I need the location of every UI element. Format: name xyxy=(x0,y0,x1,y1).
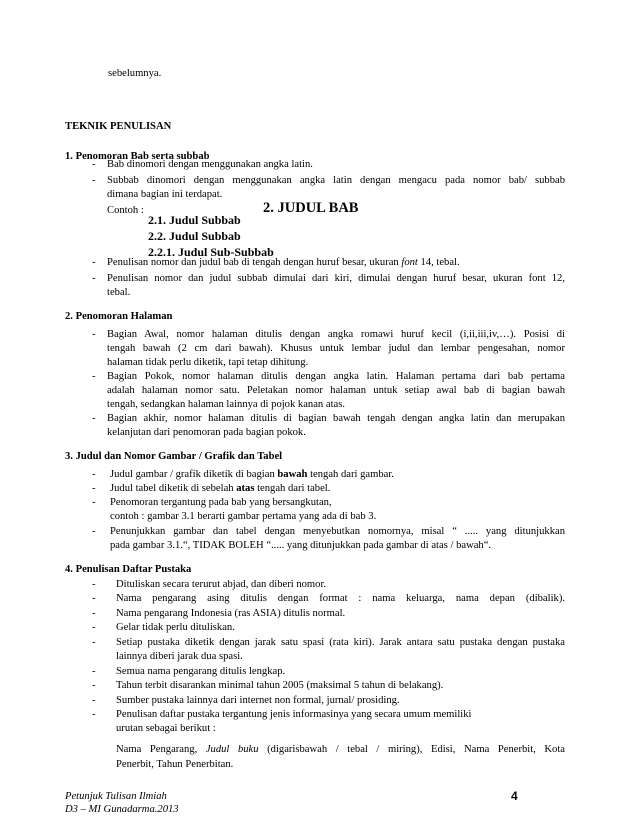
bullet-dash: - xyxy=(92,469,96,480)
s3-bullet-2: Judul tabel diketik di sebelah atas tengah dari tabel. xyxy=(110,483,331,494)
s2-bullet-3-line-2: kelanjutan dari penomoran pada bagian pokok. xyxy=(107,427,306,438)
bullet-dash: - xyxy=(92,257,96,268)
example-subchapter-1: 2.1. Judul Subbab xyxy=(148,213,241,227)
s3-bullet-3-line-2: contoh : gambar 3.1 berarti gambar pertama yang ada di bab 3. xyxy=(110,511,377,522)
s2-bullet-2-line-3: tengah, sedangkan halaman lainnya di pojok kanan atas. xyxy=(107,399,345,410)
s2-bullet-3-line-1: Bagian akhir, nomor halaman ditulis di bagian bawah tengah dengan angka latin dan merupakan xyxy=(107,413,565,424)
bullet-dash: - xyxy=(92,175,96,186)
s4-item-5-line-1: Setiap pustaka diketik dengan jarak satu spasi (rata kiri). Jarak antara satu pustaka dengan pustaka xyxy=(116,637,565,648)
bullet-dash: - xyxy=(92,526,96,537)
section-4-title: 4. Penulisan Daftar Pustaka xyxy=(65,564,192,575)
bullet-dash: - xyxy=(92,608,96,619)
bullet-dash: - xyxy=(92,273,96,284)
s1-bullet-4-line-1: Penulisan nomor dan judul subbab dimulai dari kiri, dimulai dengan huruf besar, ukuran font 12, xyxy=(107,273,565,284)
s3-bullet-3-line-1: Penomoran tergantung pada bab yang bersangkutan, xyxy=(110,497,332,508)
s2-bullet-1-line-2: tengah bawah (2 cm dari bawah). Khusus untuk lembar judul dan lembar pengesahan, nomor xyxy=(107,343,565,354)
s2-bullet-2-line-1: Bagian Pokok, nomor halaman ditulis dengan angka latin. Halaman pertama dari bab pertama xyxy=(107,371,565,382)
bullet-dash: - xyxy=(92,159,96,170)
s4-item-9-line-2: urutan sebagai berikut : xyxy=(116,723,216,734)
s1-bullet-3: Penulisan nomor dan judul bab di tengah dengan huruf besar, ukuran font 14, tebal. xyxy=(107,257,460,268)
example-label: Contoh : xyxy=(107,205,144,216)
reference-format-line-2: Penerbit, Tahun Penerbitan. xyxy=(116,759,234,770)
s4-item-3: Nama pengarang Indonesia (ras ASIA) ditulis normal. xyxy=(116,608,346,619)
bullet-dash: - xyxy=(92,497,96,508)
section-3-title: 3. Judul dan Nomor Gambar / Grafik dan Tabel xyxy=(65,451,283,462)
example-chapter-title: 2. JUDUL BAB xyxy=(263,200,359,216)
s4-item-1: Dituliskan secara terurut abjad, dan diberi nomor. xyxy=(116,579,327,590)
continued-text: sebelumnya. xyxy=(108,68,162,79)
s4-item-8: Sumber pustaka lainnya dari internet non formal, jurnal/ prosiding. xyxy=(116,695,400,706)
s4-item-4: Gelar tidak perlu dituliskan. xyxy=(116,622,235,633)
section-2-title: 2. Penomoran Halaman xyxy=(65,311,173,322)
footer-title: Petunjuk Tulisan Ilmiah xyxy=(65,791,167,802)
section-1-title: 1. Penomoran Bab serta subbab xyxy=(65,151,210,162)
bullet-dash: - xyxy=(92,483,96,494)
s1-bullet-4-line-2: tebal. xyxy=(107,287,131,298)
s3-bullet-4-line-1: Penunjukkan gambar dan tabel dengan menyebutkan nomornya, misal “ ..... yang ditunjukkan xyxy=(110,526,565,537)
bullet-dash: - xyxy=(92,637,96,648)
s4-item-9-line-1: Penulisan daftar pustaka tergantung jenis informasinya yang secara umum memiliki xyxy=(116,709,472,720)
s1-bullet-1: Bab dinomori dengan menggunakan angka latin. xyxy=(107,159,313,170)
bullet-dash: - xyxy=(92,413,96,424)
s3-bullet-1: Judul gambar / grafik diketik di bagian bawah tengah dari gambar. xyxy=(110,469,394,480)
bullet-dash: - xyxy=(92,622,96,633)
bullet-dash: - xyxy=(92,579,96,590)
s2-bullet-2-line-2: adalah halaman nomor satu. Peletakan nomor halaman untuk setiap awal bab di bagian bawah xyxy=(107,385,565,396)
s1-bullet-2-line-1: Subbab dinomori dengan menggunakan angka latin dengan mengacu pada nomor bab/ subbab xyxy=(107,175,565,186)
page-number: 4 xyxy=(511,789,518,803)
s4-item-5-line-2: lainnya diberi jarak dua spasi. xyxy=(116,651,243,662)
footer-subtitle: D3 – MI Gunadarma.2013 xyxy=(65,804,179,815)
example-subsubchapter: 2.2.1. Judul Sub-Subbab xyxy=(148,245,274,259)
s4-item-2: Nama pengarang asing ditulis dengan format : nama keluarga, nama depan (dibalik). xyxy=(116,593,565,604)
s2-bullet-1-line-3: halaman tidak perlu diketik, tapi tetap dihitung. xyxy=(107,357,309,368)
bullet-dash: - xyxy=(92,709,96,720)
section-heading: TEKNIK PENULISAN xyxy=(65,121,172,132)
s3-bullet-4-line-2: pada gambar 3.1.“, TIDAK BOLEH “..... yang ditunjukkan pada gambar di atas / bawah“. xyxy=(110,540,492,551)
bullet-dash: - xyxy=(92,680,96,691)
bullet-dash: - xyxy=(92,666,96,677)
bullet-dash: - xyxy=(92,371,96,382)
reference-format-line-1: Nama Pengarang, Judul buku (digarisbawah / tebal / miring), Edisi, Nama Penerbit, Kota xyxy=(116,744,565,755)
bullet-dash: - xyxy=(92,593,96,604)
bullet-dash: - xyxy=(92,695,96,706)
s4-item-6: Semua nama pengarang ditulis lengkap. xyxy=(116,666,286,677)
s4-item-7: Tahun terbit disarankan minimal tahun 2005 (maksimal 5 tahun di belakang). xyxy=(116,680,444,691)
example-subchapter-2: 2.2. Judul Subbab xyxy=(148,229,241,243)
s2-bullet-1-line-1: Bagian Awal, nomor halaman ditulis dengan angka romawi huruf kecil (i,ii,iii,iv,…). Posisi di xyxy=(107,329,565,340)
bullet-dash: - xyxy=(92,329,96,340)
s1-bullet-2-line-2: dimana bagian ini terdapat. xyxy=(107,189,223,200)
